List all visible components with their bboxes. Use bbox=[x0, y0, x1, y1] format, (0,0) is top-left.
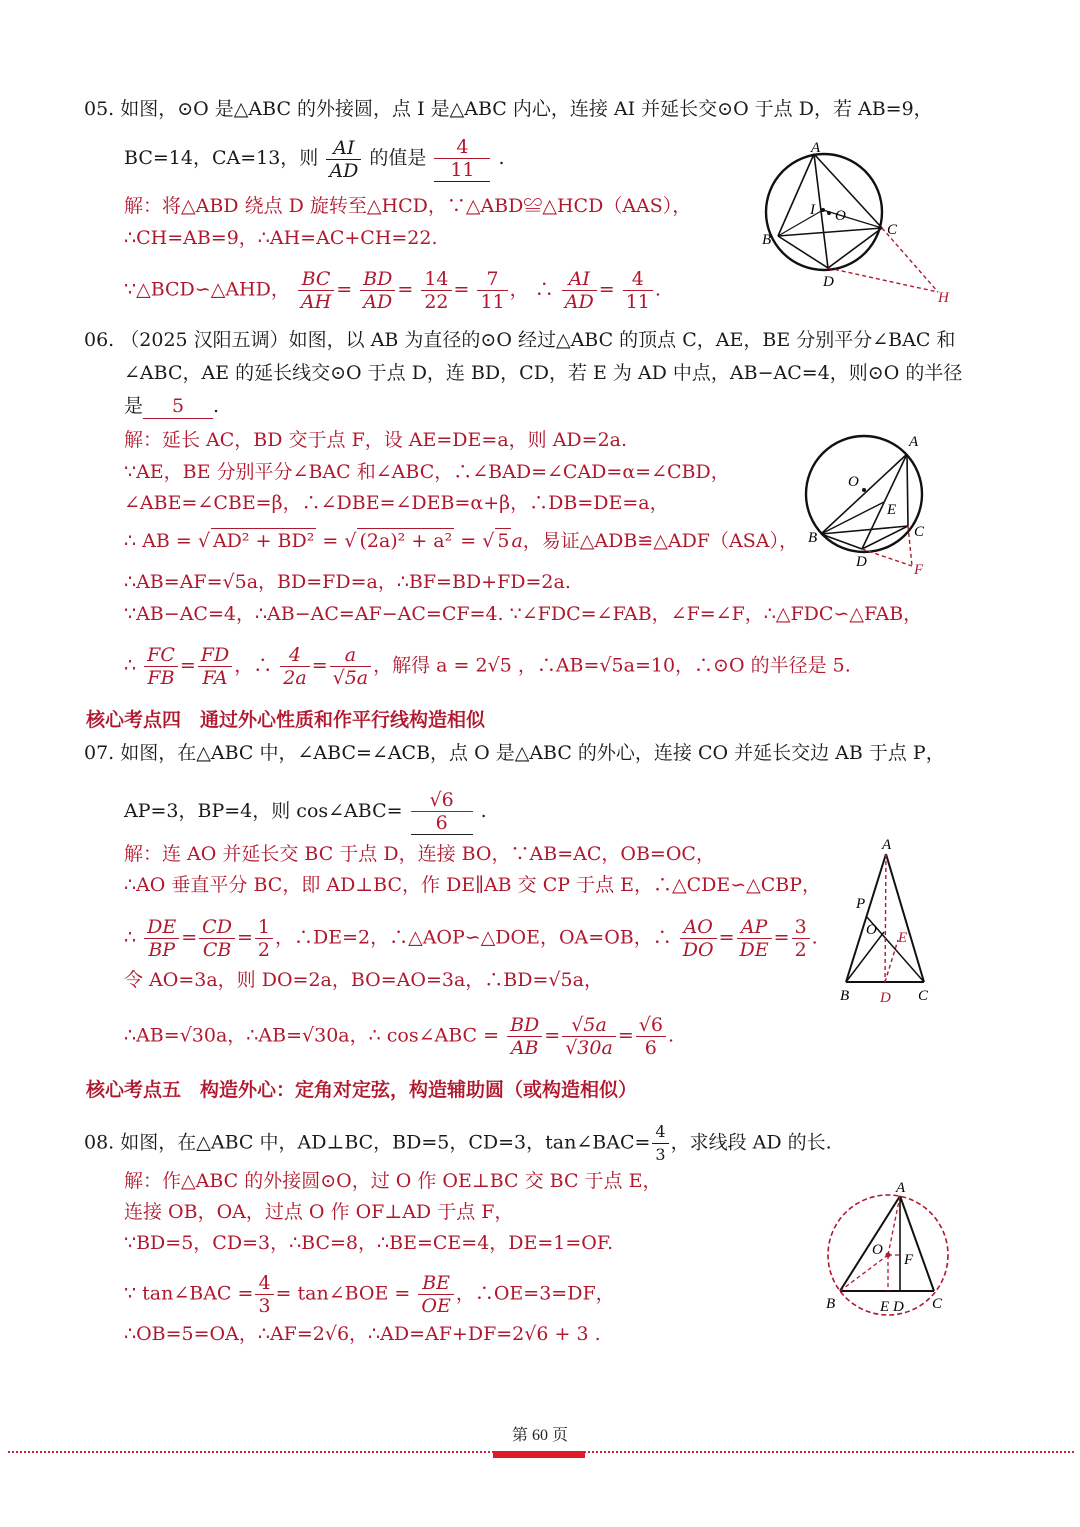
q06-sol-7: ∴ $\frac{FC}{FB}$ = $\frac{FD}{FA}$ ，∴ $\frac{4}{2a}$ = $\frac{a}{√5a}$ ，解得 a = 2√5 ，∴AB=√5a=10，∴⊙O 的半径是 5. bbox=[124, 644, 851, 689]
svg-text:I: I bbox=[810, 202, 815, 218]
q05-fraction: $\frac{AI}{AD}$ bbox=[326, 137, 361, 182]
svg-text:D: D bbox=[823, 274, 834, 290]
q05-answer: $\frac{4}{11}$ bbox=[434, 136, 490, 182]
q08-sol-4: ∵ tan∠BAC = $\frac{4}{3}$ = tan∠BOE = $\frac{BE}{OE}$ ，∴OE=3=DF， bbox=[124, 1272, 615, 1317]
q06-line-a: 06. （2025 汉阳五调）如图，以 AB 为直径的⊙O 经过△ABC 的顶点 C，AE，BE 分别平分∠BAC 和 bbox=[84, 329, 956, 351]
q05-line-b: BC=14，CA=13，则 $\frac{AI}{AD}$ 的值是 $\frac{4}{11}$ . bbox=[124, 136, 505, 182]
svg-text:A: A bbox=[882, 837, 892, 853]
svg-text:P: P bbox=[856, 896, 866, 912]
q08-sol-3: ∵BD=5，CD=3，∴BC=8，∴BE=CE=4，DE=1=OF. bbox=[124, 1232, 614, 1254]
svg-text:D: D bbox=[880, 990, 891, 1006]
q07-answer: $\frac{√6}{6}$ bbox=[411, 789, 473, 835]
svg-text:F: F bbox=[904, 1252, 914, 1268]
q05-figure bbox=[756, 140, 956, 310]
q05-sol-1: 解：将△ABD 绕点 D 旋转至△HCD，∵△ABD≌△HCD（AAS）， bbox=[124, 195, 692, 217]
svg-text:O: O bbox=[848, 474, 859, 490]
svg-text:C: C bbox=[918, 988, 929, 1004]
q05-text-b: BC=14，CA=13，则 bbox=[124, 147, 319, 169]
q06-sol-4: ∴ AB = √ AD² + BD² = √ (2a)² + a² = √ 5 a，易证△ADB≌△ADF（ASA）， bbox=[124, 530, 798, 552]
svg-text:O: O bbox=[872, 1242, 883, 1258]
svg-text:A: A bbox=[896, 1180, 906, 1196]
svg-text:A: A bbox=[811, 140, 821, 156]
svg-text:B: B bbox=[826, 1296, 836, 1312]
svg-text:D: D bbox=[856, 554, 867, 570]
footer-accent-bar bbox=[493, 1451, 585, 1458]
q07-figure bbox=[834, 836, 944, 1006]
svg-text:D: D bbox=[893, 1299, 904, 1315]
q06-answer: 5 bbox=[143, 394, 213, 419]
q08-sol-2: 连接 OB，OA，过点 O 作 OF⊥AD 于点 F， bbox=[124, 1201, 514, 1223]
svg-text:H: H bbox=[938, 290, 949, 306]
svg-text:C: C bbox=[914, 524, 925, 540]
q06-sol-5: ∴AB=AF=√5a，BD=FD=a，∴BF=BD+FD=2a. bbox=[124, 571, 571, 593]
q08-sol-5: ∴OB=5=OA，∴AF=2√6，∴AD=AF+DF=2√6 + 3 . bbox=[124, 1323, 601, 1345]
svg-text:A: A bbox=[909, 434, 919, 450]
q05-text-a: 如图，⊙O 是△ABC 的外接圆，点 I 是△ABC 内心，连接 AI 并延长交⊙O 于点 D，若 AB=9， bbox=[120, 98, 933, 120]
q06-line-b: ∠ABC，AE 的延长线交⊙O 于点 D，连 BD，CD，若 E 为 AD 中点，AB−AC=4，则⊙O 的半径 bbox=[124, 362, 963, 384]
svg-text:B: B bbox=[762, 232, 772, 248]
svg-text:C: C bbox=[887, 222, 898, 238]
q07-line-b: AP=3，BP=4，则 cos∠ABC= $\frac{√6}{6}$ . bbox=[124, 789, 487, 834]
q06-sol-3: ∠ABE=∠CBE=β，∴∠DBE=∠DEB=α+β，∴DB=DE=a， bbox=[124, 492, 669, 514]
q08-sol-1: 解：作△ABC 的外接圆⊙O，过 O 作 OE⊥BC 交 BC 于点 E， bbox=[124, 1170, 662, 1192]
q06-figure bbox=[796, 428, 946, 578]
q07-sol-2: ∴AO 垂直平分 BC，即 AD⊥BC，作 DE∥AB 交 CP 于点 E，∴△CDE∽△CBP， bbox=[124, 874, 822, 896]
svg-text:E: E bbox=[898, 930, 908, 946]
svg-text:E: E bbox=[880, 1299, 890, 1315]
svg-text:B: B bbox=[808, 530, 818, 546]
q06-sol-1: 解：延长 AC，BD 交于点 F，设 AE=DE=a，则 AD=2a. bbox=[124, 429, 628, 451]
q05-sol-2: ∴CH=AB=9，∴AH=AC+CH=22. bbox=[124, 227, 438, 249]
q07-line-a: 07. 如图，在△ABC 中，∠ABC=∠ACB，点 O 是△ABC 的外心，连接 CO 并延长交边 AB 于点 P， bbox=[84, 742, 945, 764]
q07-sol-1: 解：连 AO 并延长交 BC 于点 D，连接 BO，∵AB=AC，OB=OC， bbox=[124, 843, 715, 865]
q06-sol-6: ∵AB−AC=4，∴AB−AC=AF−AC=CF=4. ∵∠FDC=∠FAB，∠F=∠F，∴△FDC∽△FAB， bbox=[124, 603, 923, 625]
q06-line-c: 是 5 . bbox=[124, 395, 220, 417]
q05-number: 05. bbox=[84, 98, 115, 120]
q08-line-a: 08. 如图，在△ABC 中，AD⊥BC，BD=5，CD=3，tan∠BAC= $\frac{4}{3}$ ，求线段 AD 的长. bbox=[84, 1122, 832, 1164]
q05-sol-3: ∵△BCD∽△AHD， $\frac{BC}{AH}$ = $\frac{BD}{AD}$ = $\frac{14}{22}$ = $\frac{7}{11}$ ， ∴ $\frac{AI}{AD}$ = $\frac{4}{11}$ . bbox=[124, 268, 661, 313]
section-5-title: 核心考点五 构造外心：定角对定弦，构造辅助圆（或构造相似） bbox=[86, 1079, 638, 1101]
svg-text:O: O bbox=[835, 208, 846, 224]
q07-sol-4: 令 AO=3a，则 DO=2a，BO=AO=3a，∴BD=√5a， bbox=[124, 969, 603, 991]
svg-text:F: F bbox=[914, 562, 924, 578]
svg-text:C: C bbox=[932, 1296, 943, 1312]
q05-line-a bbox=[84, 97, 933, 121]
section-4-title: 核心考点四 通过外心性质和作平行线构造相似 bbox=[86, 709, 486, 731]
page-number: 第 60 页 bbox=[511, 1427, 568, 1444]
q05-text-c: 的值是 bbox=[369, 147, 427, 169]
q06-sol-2: ∵AE，BE 分别平分∠BAC 和∠ABC，∴∠BAD=∠CAD=α=∠CBD， bbox=[124, 461, 730, 483]
svg-text:O: O bbox=[866, 922, 877, 938]
q07-sol-5: ∴AB=√30a，∴AB=√30a，∴ cos∠ABC = $\frac{BD}{AB}$ = $\frac{√5a}{√30a}$ = $\frac{√6}{6}$ . bbox=[124, 1014, 674, 1059]
q08-figure bbox=[820, 1178, 960, 1318]
q07-sol-3: ∴ $\frac{DE}{BP}$ = $\frac{CD}{CB}$ = $\frac{1}{2}$ ，∴DE=2，∴△AOP∽△DOE，OA=OB，∴ $\frac{AO}{DO}$ = $\frac{AP}{DE}$ = $\frac{3}{2}$ . bbox=[124, 916, 818, 961]
svg-text:E: E bbox=[887, 502, 897, 518]
svg-text:B: B bbox=[840, 988, 850, 1004]
